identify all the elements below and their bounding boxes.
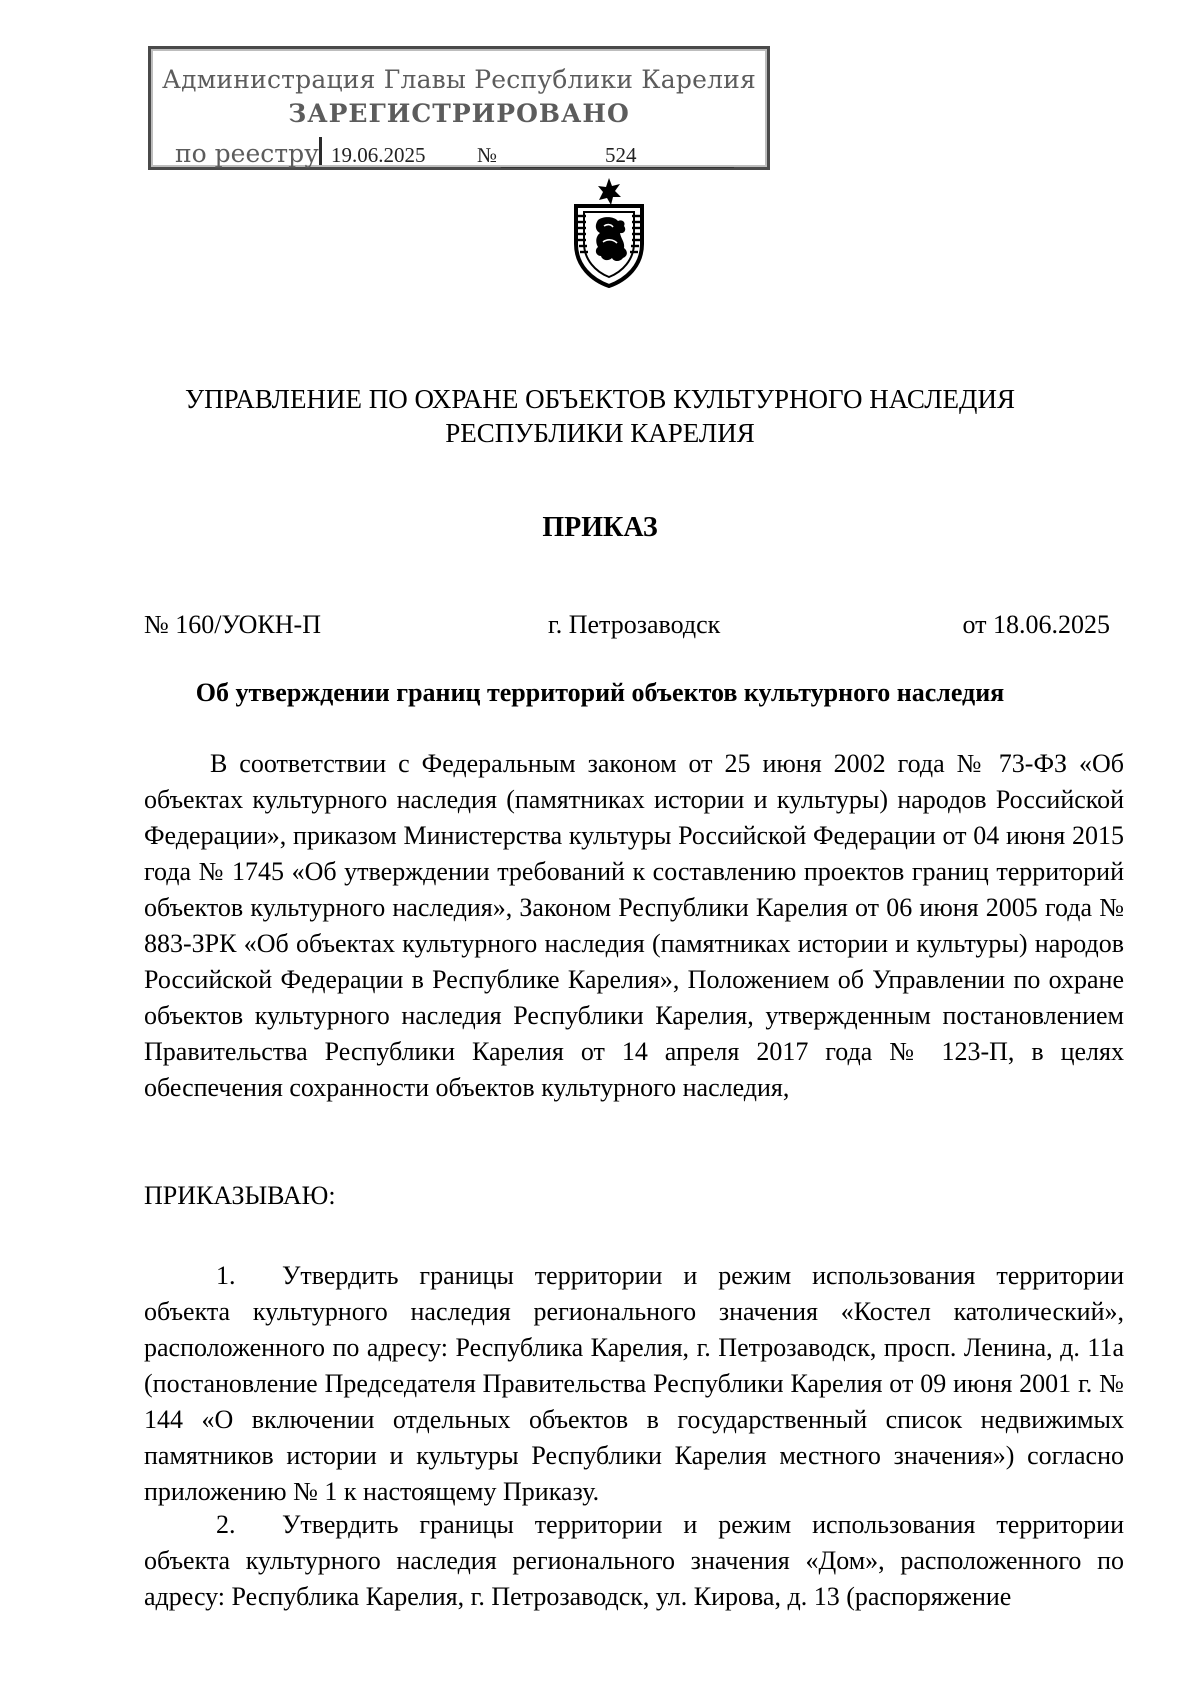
order-city: г. Петрозаводск (548, 610, 721, 639)
order-subject: Об утверждении границ территорий объектов культурного наследия (195, 678, 1005, 707)
stamp-date: 19.06.2025 (331, 143, 426, 167)
order-item-1-number: 1. (216, 1261, 236, 1290)
stamp-number: 524 (605, 143, 637, 167)
organization-name-line1: УПРАВЛЕНИЕ ПО ОХРАНЕ ОБЪЕКТОВ КУЛЬТУРНОГО НАСЛЕДИЯ (185, 384, 1015, 414)
stamp-organization: Администрация Главы Республики Карелия (161, 65, 756, 94)
stamp-registered: ЗАРЕГИСТРИРОВАНО (288, 99, 630, 128)
karelia-coat-of-arms-icon (570, 176, 648, 288)
order-item-1 (144, 1258, 1124, 1510)
stamp-number-sign: № (477, 143, 498, 167)
order-action: ПРИКАЗЫВАЮ: (144, 1181, 336, 1210)
order-item-2-number: 2. (216, 1510, 236, 1539)
order-number: № 160/УОКН-П (144, 610, 321, 639)
order-item-2-text: Утвердить границы территории и режим использования территории объекта культурного наследия регионального значения «Дом», расположенного по адресу: Республика Карелия, г. Петрозаводск, ул. Кирова, д. 13 (распоряжение (144, 1510, 1124, 1611)
order-item-1-text: Утвердить границы территории и режим использования территории объекта культурного наследия регионального значения «Костел католический», расположенного по адресу: Республика Карелия, г. Петрозаводск, просп. Ленина, д. 11а (постановление Председателя Правительства Республики Карелия от 09 июня 2001 г. № 144 «О включении отдельных объектов в государственный список недвижимых памятников истории и культуры Республики Карелия местного значения») согласно приложению № 1 к настоящему Приказу. (144, 1261, 1124, 1506)
document-type-title: ПРИКАЗ (542, 512, 658, 543)
stamp-separator (319, 137, 322, 165)
stamp-registry-label: по реестру (175, 139, 319, 168)
preamble-paragraph: В соответствии с Федеральным законом от 25 июня 2002 года № 73-ФЗ «Об объектах культурного наследия (памятниках истории и культуры) народов Российской Федерации», приказом Министерства культуры Российской Федерации от 04 июня 2015 года № 1745 «Об утверждении требований к составлению проектов границ территорий объектов культурного наследия», Законом Республики Карелия от 06 июня 2005 года № 883-ЗРК «Об объектах культурного наследия (памятниках истории и культуры) народов Российской Федерации в Республике Карелия», Положением об Управлении по охране объектов культурного наследия Республики Карелия, утвержденным постановлением Правительства Республики Карелия от 14 апреля 2017 года № 123-П, в целях обеспечения сохранности объектов культурного наследия, (144, 749, 1124, 1102)
order-item-2 (144, 1507, 1124, 1615)
order-date: от 18.06.2025 (962, 610, 1110, 639)
registration-stamp (148, 46, 770, 170)
organization-name-line2: РЕСПУБЛИКИ КАРЕЛИЯ (445, 418, 755, 448)
